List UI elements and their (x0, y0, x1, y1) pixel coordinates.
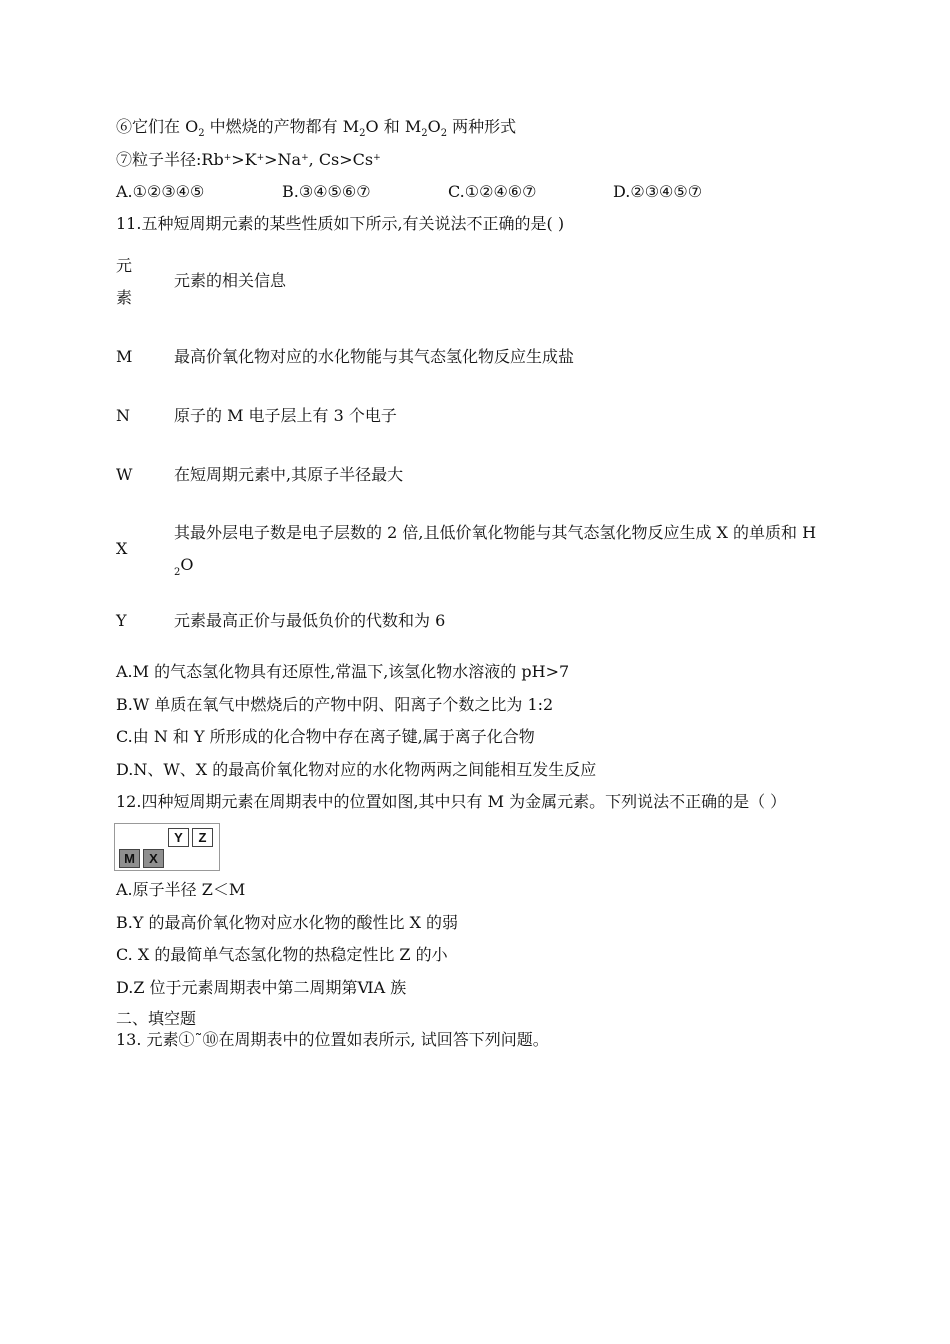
q11-option-b: B.W 单质在氧气中燃烧后的产物中阴、阳离子个数之比为 1:2 (116, 695, 554, 714)
q10-options (116, 182, 816, 202)
periodic-table-figure (114, 823, 220, 871)
q11-stem: 11.五种短周期元素的某些性质如下所示,有关说法不正确的是( ) (116, 214, 565, 233)
q10-option-c: C.①②④⑥⑦ (448, 182, 537, 201)
q10-option-b: B.③④⑤⑥⑦ (282, 182, 371, 201)
q11-option-d: D.N、W、X 的最高价氧化物对应的水化物两两之间能相互发生反应 (116, 760, 597, 779)
cell-z: Z (192, 828, 213, 847)
q12-option-d: D.Z 位于元素周期表中第二周期第ⅥA 族 (116, 978, 407, 997)
statement-7: ⑦粒子半径:Rb+>K+>Na+, Cs>Cs+ (116, 150, 381, 169)
table-row-y-info: 元素最高正价与最低负价的代数和为 6 (174, 611, 446, 630)
table-header-info: 元素的相关信息 (174, 271, 287, 290)
table-header-element-1: 元 (116, 256, 133, 275)
cell-m: M (119, 849, 140, 868)
q12-option-c: C. X 的最简单气态氢化物的热稳定性比 Z 的小 (116, 945, 448, 964)
cell-y: Y (168, 828, 189, 847)
q10-option-a: A.①②③④⑤ (116, 182, 205, 201)
q13-stem: 13. 元素①˜⑩在周期表中的位置如表所示, 试回答下列问题。 (116, 1030, 549, 1049)
cell-x: X (143, 849, 164, 868)
q12-option-b: B.Y 的最高价氧化物对应水化物的酸性比 X 的弱 (116, 913, 459, 932)
table-row-m-symbol: M (116, 347, 133, 366)
q12-option-a: A.原子半径 Z＜M (116, 880, 246, 899)
q12-stem: 12.四种短周期元素在周期表中的位置如图,其中只有 M 为金属元素。下列说法不正确的是（ ） (116, 792, 787, 811)
table-header-element-2: 素 (116, 288, 133, 307)
table-row-n-info: 原子的 M 电子层上有 3 个电子 (174, 406, 397, 425)
q10-option-d: D.②③④⑤⑦ (613, 182, 703, 201)
table-row-n-symbol: N (116, 406, 130, 425)
q11-option-c: C.由 N 和 Y 所形成的化合物中存在离子键,属于离子化合物 (116, 727, 535, 746)
table-row-x-info-cont: $_2$O (174, 555, 194, 578)
section-title: 二、填空题 (116, 1009, 197, 1028)
q11-option-a: A.M 的气态氢化物具有还原性,常温下,该氢化物水溶液的 pH>7 (116, 662, 570, 681)
table-row-w-symbol: W (116, 465, 133, 484)
table-row-y-symbol: Y (116, 611, 127, 630)
table-row-x-symbol: X (116, 539, 128, 558)
table-row-m-info: 最高价氧化物对应的水化物能与其气态氢化物反应生成盐 (174, 347, 575, 366)
statement-6: ⑥它们在 $O_2$ 中燃烧的产物都有 $M_2O$ 和 $M_2O_2$ 两种形式 (116, 117, 517, 139)
table-row-w-info: 在短周期元素中,其原子半径最大 (174, 465, 404, 484)
table-row-x-info: 其最外层电子数是电子层数的 2 倍,且低价氧化物能与其气态氢化物反应生成 X 的单质和 H (174, 523, 817, 542)
